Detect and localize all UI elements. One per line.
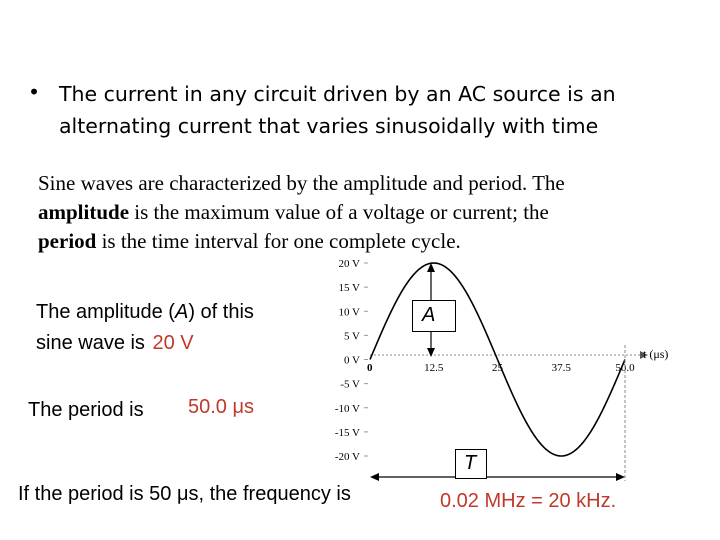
bullet-line-1: The current in any circuit driven by an AC source is an	[59, 82, 616, 106]
amplitude-text-line-1	[36, 301, 254, 324]
frequency-label: If the period is 50 μs, the frequency is	[18, 483, 351, 505]
y-tick-label: 5 V	[344, 330, 360, 343]
period-term: period	[38, 229, 97, 253]
y-tick-label: 10 V	[338, 306, 360, 319]
x-axis-label: t (μs)	[643, 347, 669, 361]
definition-line-1: Sine waves are characterized by the amplitude and period. The	[38, 171, 565, 195]
period-value: 50.0 μs	[188, 396, 255, 418]
x-tick-label: 25	[492, 362, 503, 374]
period-marker-box	[455, 449, 487, 479]
period-label: The period is	[28, 399, 144, 421]
period-arrow-left-icon	[370, 473, 379, 481]
x-tick-label: 12.5	[424, 362, 444, 374]
y-tick-label: 15 V	[338, 282, 360, 295]
amplitude-marker-box	[412, 300, 456, 332]
x-tick-label: 50.0	[615, 362, 635, 374]
sine-wave-series	[370, 263, 625, 456]
period-arrow-right-icon	[616, 473, 625, 481]
amplitude-post: ) of this	[188, 301, 254, 323]
y-tick-label: 20 V	[338, 258, 360, 270]
x-tick-label: 37.5	[551, 362, 571, 374]
y-tick-label: -10 V	[334, 402, 360, 415]
amplitude-pre: The amplitude (	[36, 301, 175, 323]
amplitude-variable: A	[174, 301, 189, 323]
amplitude-marker: A	[422, 304, 436, 326]
y-axis-ticks	[335, 258, 368, 463]
y-tick-label: -20 V	[334, 451, 360, 463]
bullet-line-2: alternating current that varies sinusoidally with time	[59, 114, 599, 138]
y-tick-label: -5 V	[340, 378, 360, 391]
y-tick-label: 0 V	[344, 354, 360, 367]
amplitude-arrow-down-icon	[427, 348, 435, 357]
period-marker: T	[464, 452, 477, 474]
amplitude-text-line-2	[36, 332, 194, 355]
period-definition: is the time interval for one complete cycle.	[96, 229, 461, 253]
amplitude-definition: is the maximum value of a voltage or current; the	[129, 200, 549, 224]
y-tick-label: -15 V	[334, 426, 360, 439]
bullet-dot: •	[28, 80, 41, 104]
amplitude-value: 20 V	[152, 332, 194, 354]
amplitude-sine-wave-is: sine wave is	[36, 332, 145, 354]
frequency-value: 0.02 MHz = 20 kHz.	[440, 490, 617, 512]
amplitude-term: amplitude	[38, 200, 130, 224]
x-tick-label: 0	[367, 362, 373, 374]
